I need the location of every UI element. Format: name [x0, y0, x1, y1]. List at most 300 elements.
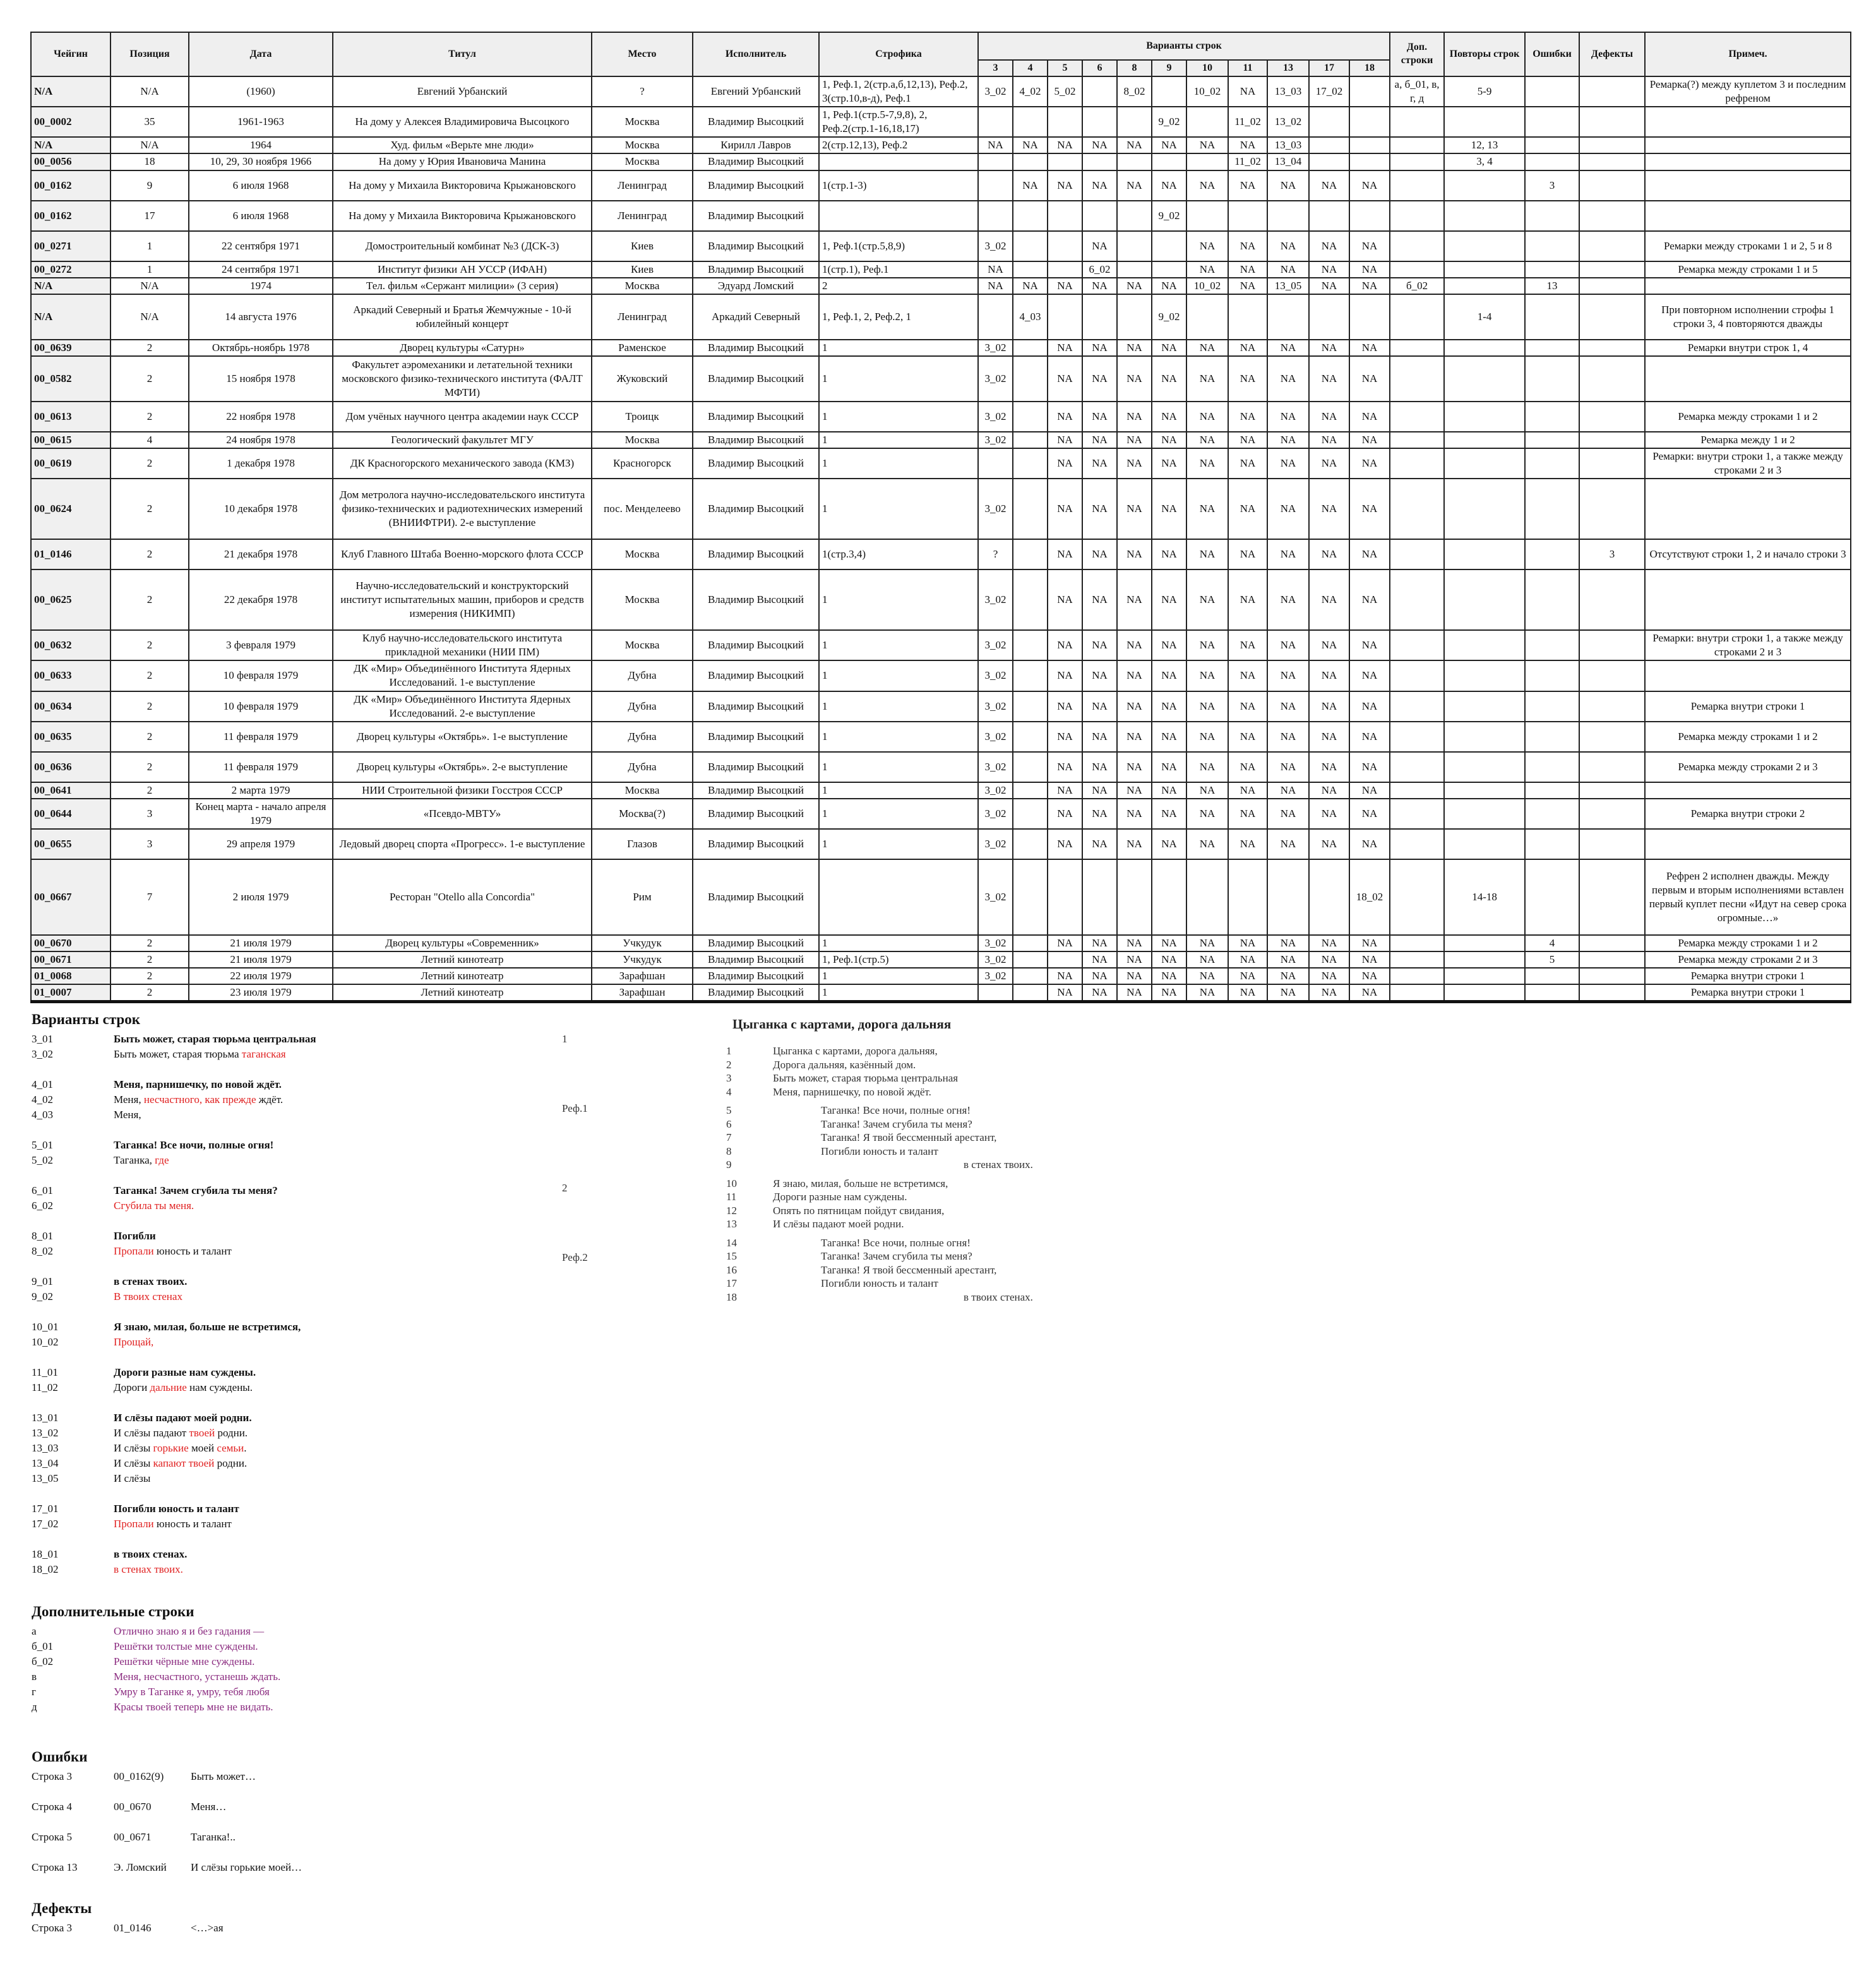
cell-var-13: NA	[1267, 539, 1309, 569]
cell-errors	[1525, 261, 1579, 278]
cell-var-18: NA	[1349, 432, 1390, 448]
col-header-strophic: Строфика	[819, 32, 978, 76]
cell-defects	[1579, 968, 1645, 984]
extra-line-code: а	[32, 1625, 37, 1637]
errors-row	[32, 1860, 380, 1890]
cell-position: 2	[111, 402, 189, 432]
cell-date: 23 июля 1979	[189, 984, 333, 1002]
cell-defects	[1579, 294, 1645, 340]
variant-line	[32, 1198, 316, 1213]
cell-var-9: 9_02	[1152, 107, 1186, 137]
cell-callsign: 00_0632	[31, 630, 111, 660]
cell-var-8: 8_02	[1117, 76, 1152, 107]
variant-code: 3_02	[32, 1048, 53, 1060]
table-row	[31, 201, 1851, 231]
cell-repeats	[1444, 752, 1525, 782]
table-row	[31, 432, 1851, 448]
defects-row	[32, 1921, 380, 1951]
table-row	[31, 630, 1851, 660]
cell-errors	[1525, 660, 1579, 691]
cell-position: 2	[111, 569, 189, 630]
cell-title: Дворец культуры «Сатурн»	[333, 340, 592, 356]
cell-var-17: NA	[1309, 630, 1349, 660]
cell-position: 2	[111, 539, 189, 569]
variant-code: 6_02	[32, 1200, 53, 1212]
cell-notes	[1645, 782, 1851, 799]
cell-date: 1 декабря 1978	[189, 448, 333, 479]
song-line-text: Погибли юность и талант	[821, 1145, 938, 1157]
cell-notes: Ремарка внутри строки 2	[1645, 799, 1851, 829]
cell-place: Ленинград	[592, 170, 693, 201]
cell-var-11: NA	[1228, 432, 1267, 448]
cell-var-9: NA	[1152, 137, 1186, 153]
cell-place: Дубна	[592, 752, 693, 782]
cell-var-13: 13_03	[1267, 76, 1309, 107]
cell-position: N/A	[111, 294, 189, 340]
cell-repeats	[1444, 935, 1525, 951]
cell-var-3: 3_02	[978, 402, 1013, 432]
cell-errors	[1525, 432, 1579, 448]
cell-var-4	[1013, 432, 1048, 448]
variant-text: Меня, парнишечку, по новой ждёт.	[114, 1078, 282, 1090]
cell-extra	[1390, 539, 1444, 569]
cell-strophic: 1	[819, 691, 978, 722]
cell-date: 22 сентября 1971	[189, 231, 333, 261]
cell-var-9	[1152, 261, 1186, 278]
table-row	[31, 137, 1851, 153]
cell-errors	[1525, 479, 1579, 539]
table-row	[31, 170, 1851, 201]
table-row	[31, 356, 1851, 402]
cell-strophic: 1	[819, 432, 978, 448]
cell-place: Ленинград	[592, 201, 693, 231]
cell-callsign: N/A	[31, 76, 111, 107]
cell-notes: Ремарка между строками 1 и 2	[1645, 935, 1851, 951]
cell-var-4: 4_02	[1013, 76, 1048, 107]
cell-strophic	[819, 201, 978, 231]
cell-strophic: 1	[819, 448, 978, 479]
cell-place: Зарафшан	[592, 984, 693, 1002]
cell-var-17: NA	[1309, 261, 1349, 278]
cell-place: Ленинград	[592, 294, 693, 340]
cell-strophic: 2	[819, 278, 978, 294]
cell-performer: Владимир Высоцкий	[693, 448, 819, 479]
cell-var-5: NA	[1048, 829, 1082, 859]
cell-title: «Псевдо-МВТУ»	[333, 799, 592, 829]
cell-repeats	[1444, 278, 1525, 294]
cell-var-3	[978, 448, 1013, 479]
variant-line	[32, 1380, 316, 1395]
cell-strophic: 1(стр.3,4)	[819, 539, 978, 569]
cell-date: 24 ноября 1978	[189, 432, 333, 448]
cell-var-3: NA	[978, 261, 1013, 278]
col-header-variant-11: 11	[1228, 60, 1267, 76]
cell-extra	[1390, 294, 1444, 340]
cell-notes	[1645, 170, 1851, 201]
cell-var-3: 3_02	[978, 968, 1013, 984]
cell-callsign: N/A	[31, 278, 111, 294]
cell-performer: Владимир Высоцкий	[693, 402, 819, 432]
cell-defects	[1579, 935, 1645, 951]
table-row	[31, 859, 1851, 935]
cell-var-8: NA	[1117, 968, 1152, 984]
variant-text: семьи	[217, 1442, 244, 1454]
cell-var-11: NA	[1228, 660, 1267, 691]
cell-var-11: NA	[1228, 722, 1267, 752]
cell-defects	[1579, 137, 1645, 153]
cell-var-17: NA	[1309, 984, 1349, 1002]
cell-var-6: NA	[1082, 569, 1117, 630]
cell-var-8	[1117, 231, 1152, 261]
cell-var-18: NA	[1349, 951, 1390, 968]
cell-errors	[1525, 829, 1579, 859]
cell-repeats: 14-18	[1444, 859, 1525, 935]
cell-var-8: NA	[1117, 951, 1152, 968]
song-line-text: Таганка! Зачем сгубила ты меня?	[821, 1250, 972, 1262]
cell-var-11: NA	[1228, 479, 1267, 539]
table-row	[31, 539, 1851, 569]
cell-var-4	[1013, 539, 1048, 569]
cell-var-4	[1013, 107, 1048, 137]
cell-repeats: 3, 4	[1444, 153, 1525, 170]
cell-var-11: NA	[1228, 231, 1267, 261]
variant-line	[32, 1289, 316, 1304]
cell-var-4	[1013, 935, 1048, 951]
cell-var-13: 13_03	[1267, 137, 1309, 153]
cell-notes: Ремарка между строками 1 и 2	[1645, 722, 1851, 752]
cell-var-9: NA	[1152, 539, 1186, 569]
cell-var-4	[1013, 261, 1048, 278]
cell-repeats	[1444, 691, 1525, 722]
extra-line	[32, 1669, 280, 1684]
cell-var-18: NA	[1349, 539, 1390, 569]
variant-code: 17_02	[32, 1518, 59, 1530]
cell-var-17	[1309, 137, 1349, 153]
cell-var-4	[1013, 984, 1048, 1002]
cell-performer: Аркадий Северный	[693, 294, 819, 340]
song-line-text: Дорога дальняя, казённый дом.	[773, 1058, 916, 1071]
errors-fragment: Меня…	[191, 1801, 227, 1813]
cell-var-18: NA	[1349, 799, 1390, 829]
cell-callsign: 00_0670	[31, 935, 111, 951]
cell-var-6: NA	[1082, 539, 1117, 569]
cell-var-4	[1013, 799, 1048, 829]
cell-repeats	[1444, 448, 1525, 479]
cell-errors	[1525, 984, 1579, 1002]
variant-text: Погибли	[114, 1230, 156, 1242]
cell-var-17: NA	[1309, 278, 1349, 294]
cell-date: 3 февраля 1979	[189, 630, 333, 660]
cell-var-8: NA	[1117, 829, 1152, 859]
cell-repeats	[1444, 799, 1525, 829]
variant-line	[32, 1229, 316, 1244]
cell-var-18	[1349, 107, 1390, 137]
cell-var-6: NA	[1082, 170, 1117, 201]
table-row	[31, 829, 1851, 859]
cell-var-5: NA	[1048, 660, 1082, 691]
cell-place: Москва	[592, 630, 693, 660]
cell-var-6: NA	[1082, 356, 1117, 402]
cell-repeats	[1444, 984, 1525, 1002]
errors-fragment: Таганка!..	[191, 1831, 236, 1843]
cell-callsign: N/A	[31, 137, 111, 153]
song-line-text: Опять по пятницам пойдут свидания,	[773, 1204, 945, 1217]
cell-strophic: 1	[819, 402, 978, 432]
cell-position: 2	[111, 448, 189, 479]
cell-var-11: NA	[1228, 752, 1267, 782]
variant-code: 4_03	[32, 1109, 53, 1121]
cell-extra	[1390, 479, 1444, 539]
cell-callsign: 00_0644	[31, 799, 111, 829]
cell-callsign: 00_0582	[31, 356, 111, 402]
cell-place: Москва	[592, 107, 693, 137]
cell-date: 21 июля 1979	[189, 935, 333, 951]
cell-var-17: NA	[1309, 782, 1349, 799]
errors-recording-id: Э. Ломский	[114, 1861, 167, 1873]
cell-performer: Владимир Высоцкий	[693, 935, 819, 951]
table-row	[31, 402, 1851, 432]
variant-text: нам суждены.	[186, 1381, 253, 1393]
cell-var-10: NA	[1186, 984, 1228, 1002]
table-row	[31, 278, 1851, 294]
song-line-text: Дороги разные нам суждены.	[773, 1191, 907, 1203]
cell-extra	[1390, 722, 1444, 752]
cell-var-8: NA	[1117, 752, 1152, 782]
variant-text: Меня,	[114, 1094, 144, 1106]
cell-var-9: NA	[1152, 691, 1186, 722]
cell-var-6	[1082, 859, 1117, 935]
cell-date: 10 февраля 1979	[189, 691, 333, 722]
cell-var-13: NA	[1267, 935, 1309, 951]
song-line-number: 2	[726, 1058, 732, 1071]
cell-strophic: 1, Реф.1(стр.5-7,9,8), 2, Реф.2(стр.1-16,18,17)	[819, 107, 978, 137]
cell-callsign: 00_0667	[31, 859, 111, 935]
cell-var-10	[1186, 859, 1228, 935]
cell-var-5: NA	[1048, 782, 1082, 799]
cell-performer: Владимир Высоцкий	[693, 782, 819, 799]
cell-var-18: NA	[1349, 569, 1390, 630]
cell-callsign: 01_0068	[31, 968, 111, 984]
cell-var-3	[978, 107, 1013, 137]
cell-notes	[1645, 137, 1851, 153]
cell-var-17: NA	[1309, 968, 1349, 984]
cell-var-10	[1186, 201, 1228, 231]
cell-callsign: 00_0636	[31, 752, 111, 782]
cell-var-13: 13_05	[1267, 278, 1309, 294]
cell-defects	[1579, 356, 1645, 402]
cell-var-6: NA	[1082, 448, 1117, 479]
cell-var-13	[1267, 201, 1309, 231]
variant-text: Погибли юность и талант	[114, 1503, 239, 1515]
cell-var-10: NA	[1186, 569, 1228, 630]
variant-code: 9_01	[32, 1275, 53, 1287]
cell-var-8: NA	[1117, 782, 1152, 799]
variant-line	[32, 1335, 316, 1350]
cell-extra	[1390, 432, 1444, 448]
cell-errors	[1525, 630, 1579, 660]
errors-line-ref: Строка 5	[32, 1831, 73, 1843]
cell-var-11: NA	[1228, 402, 1267, 432]
song-line-number: 12	[726, 1204, 737, 1217]
cell-var-4	[1013, 569, 1048, 630]
variant-line	[32, 1501, 316, 1517]
cell-var-17	[1309, 153, 1349, 170]
cell-var-5	[1048, 231, 1082, 261]
cell-var-13: NA	[1267, 448, 1309, 479]
cell-var-11	[1228, 294, 1267, 340]
cell-performer: Владимир Высоцкий	[693, 799, 819, 829]
errors-line-ref: Строка 3	[32, 1770, 73, 1782]
cell-var-5: NA	[1048, 402, 1082, 432]
cell-var-18	[1349, 294, 1390, 340]
extra-line-code: г	[32, 1686, 36, 1698]
cell-position: 3	[111, 799, 189, 829]
cell-var-6: NA	[1082, 984, 1117, 1002]
variant-line	[32, 1426, 316, 1441]
cell-callsign: 01_0007	[31, 984, 111, 1002]
cell-strophic: 1	[819, 660, 978, 691]
cell-defects	[1579, 829, 1645, 859]
col-header-variant-6: 6	[1082, 60, 1117, 76]
cell-position: 2	[111, 479, 189, 539]
cell-var-6: NA	[1082, 340, 1117, 356]
cell-performer: Владимир Высоцкий	[693, 951, 819, 968]
col-header-extra: Доп. строки	[1390, 32, 1444, 76]
cell-var-8	[1117, 294, 1152, 340]
cell-performer: Владимир Высоцкий	[693, 569, 819, 630]
song-title: Цыганка с картами, дорога дальняя	[732, 1016, 952, 1032]
cell-extra	[1390, 153, 1444, 170]
cell-var-13: 13_02	[1267, 107, 1309, 137]
cell-var-4	[1013, 782, 1048, 799]
cell-var-11: NA	[1228, 782, 1267, 799]
cell-var-9	[1152, 76, 1186, 107]
cell-var-3	[978, 294, 1013, 340]
cell-place: Москва	[592, 569, 693, 630]
variant-text: Пропали	[114, 1245, 154, 1257]
cell-defects	[1579, 799, 1645, 829]
cell-var-17: NA	[1309, 170, 1349, 201]
cell-var-13: NA	[1267, 691, 1309, 722]
cell-var-11: NA	[1228, 829, 1267, 859]
cell-var-11: NA	[1228, 951, 1267, 968]
cell-callsign: 00_0613	[31, 402, 111, 432]
cell-performer: Владимир Высоцкий	[693, 968, 819, 984]
table-row	[31, 984, 1851, 1002]
cell-var-9: NA	[1152, 278, 1186, 294]
variant-code: 11_01	[32, 1366, 58, 1378]
cell-var-10: NA	[1186, 448, 1228, 479]
song-line-number: 18	[726, 1290, 737, 1303]
cell-notes	[1645, 479, 1851, 539]
cell-defects	[1579, 479, 1645, 539]
cell-extra	[1390, 630, 1444, 660]
variant-text: И слёзы	[114, 1457, 153, 1469]
cell-defects	[1579, 782, 1645, 799]
cell-var-9: 9_02	[1152, 201, 1186, 231]
cell-performer: Владимир Высоцкий	[693, 107, 819, 137]
table-row	[31, 782, 1851, 799]
cell-position: 17	[111, 201, 189, 231]
cell-var-10: NA	[1186, 799, 1228, 829]
cell-defects	[1579, 153, 1645, 170]
cell-date: 29 апреля 1979	[189, 829, 333, 859]
cell-var-10: NA	[1186, 968, 1228, 984]
cell-var-3: 3_02	[978, 479, 1013, 539]
cell-var-9: 9_02	[1152, 294, 1186, 340]
cell-var-6: NA	[1082, 432, 1117, 448]
cell-date: 1961-1963	[189, 107, 333, 137]
variant-text: И слёзы	[114, 1442, 153, 1454]
cell-strophic	[819, 859, 978, 935]
cell-strophic: 1	[819, 569, 978, 630]
variant-code: 17_01	[32, 1503, 59, 1515]
cell-extra	[1390, 951, 1444, 968]
cell-var-9: NA	[1152, 630, 1186, 660]
cell-var-17: 17_02	[1309, 76, 1349, 107]
variant-line	[32, 1244, 316, 1259]
cell-title: Дворец культуры «Октябрь». 1-е выступление	[333, 722, 592, 752]
cell-notes: Отсутствуют строки 1, 2 и начало строки 3	[1645, 539, 1851, 569]
cell-errors	[1525, 201, 1579, 231]
cell-var-13: NA	[1267, 984, 1309, 1002]
extra-line-text: Умру в Таганке я, умру, тебя любя	[114, 1686, 270, 1698]
cell-strophic: 1, Реф.1, 2, Реф.2, 1	[819, 294, 978, 340]
cell-var-9	[1152, 859, 1186, 935]
cell-extra	[1390, 660, 1444, 691]
col-header-place: Место	[592, 32, 693, 76]
cell-notes	[1645, 153, 1851, 170]
cell-var-17: NA	[1309, 752, 1349, 782]
cell-callsign: 00_0633	[31, 660, 111, 691]
variant-code: 8_02	[32, 1245, 53, 1257]
cell-var-18	[1349, 137, 1390, 153]
cell-date: 11 февраля 1979	[189, 752, 333, 782]
cell-repeats	[1444, 356, 1525, 402]
song-line-text: в стенах твоих.	[964, 1159, 1033, 1171]
cell-notes: Ремарки: внутри строки 1, а также между строками 2 и 3	[1645, 630, 1851, 660]
extra-line	[32, 1700, 280, 1715]
cell-var-10	[1186, 153, 1228, 170]
variant-line	[32, 1077, 316, 1092]
cell-var-18: NA	[1349, 479, 1390, 539]
cell-date: 22 ноября 1978	[189, 402, 333, 432]
cell-var-11: NA	[1228, 539, 1267, 569]
cell-repeats	[1444, 340, 1525, 356]
cell-var-10	[1186, 294, 1228, 340]
cell-var-4: NA	[1013, 137, 1048, 153]
cell-errors	[1525, 448, 1579, 479]
cell-var-13: NA	[1267, 799, 1309, 829]
variant-line	[32, 1562, 316, 1577]
cell-var-8	[1117, 859, 1152, 935]
cell-var-17: NA	[1309, 829, 1349, 859]
cell-var-13: NA	[1267, 722, 1309, 752]
cell-errors	[1525, 231, 1579, 261]
cell-strophic: 1	[819, 356, 978, 402]
variant-code: 4_02	[32, 1094, 53, 1106]
cell-var-8: NA	[1117, 799, 1152, 829]
cell-var-6: NA	[1082, 799, 1117, 829]
table-row	[31, 340, 1851, 356]
cell-strophic: 1	[819, 782, 978, 799]
cell-performer: Евгений Урбанский	[693, 76, 819, 107]
cell-errors: 4	[1525, 935, 1579, 951]
line-variants-section	[32, 1011, 316, 1577]
cell-var-4	[1013, 829, 1048, 859]
cell-var-8: NA	[1117, 137, 1152, 153]
cell-notes	[1645, 660, 1851, 691]
